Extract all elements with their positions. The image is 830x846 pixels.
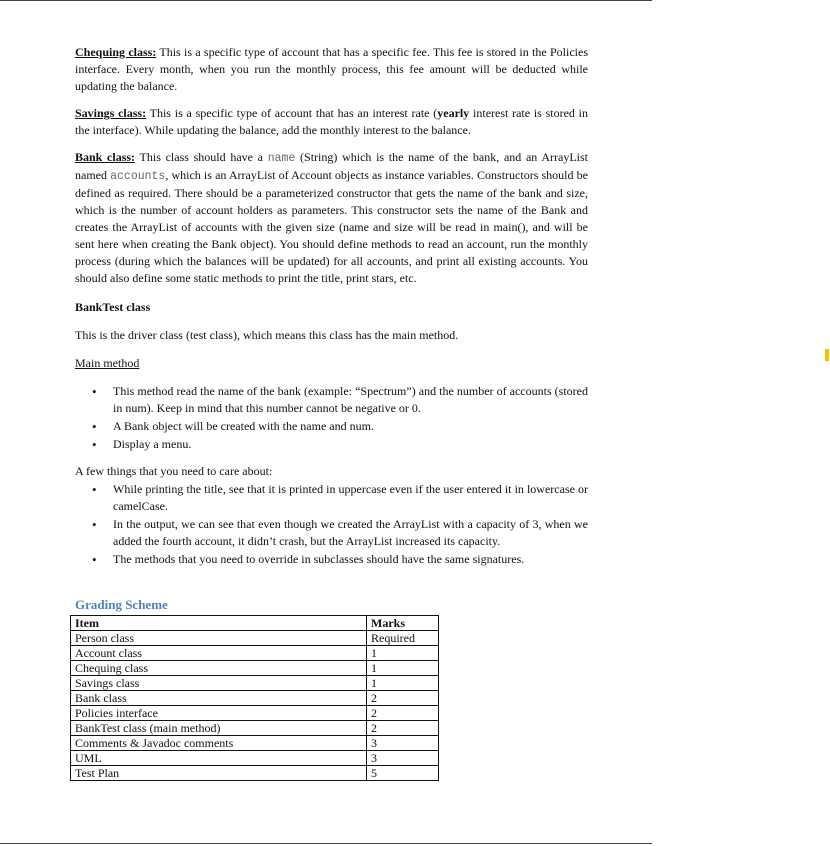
banktest-heading: BankTest class <box>75 300 151 314</box>
row-item: Comments & Javadoc comments <box>71 736 367 751</box>
row-marks: 3 <box>367 736 439 751</box>
row-item: BankTest class (main method) <box>71 721 367 736</box>
list-item: • While printing the title, see that it is printed in uppercase even if the user entered it in lowercase or camelCase. <box>75 481 588 515</box>
row-marks: 2 <box>367 721 439 736</box>
row-item: Person class <box>71 631 367 646</box>
header-item: Item <box>71 616 367 631</box>
bank-heading: Bank class: <box>75 150 136 164</box>
main-method-heading: Main method <box>75 356 140 370</box>
table-row <box>71 646 439 661</box>
row-marks: Required <box>367 631 439 646</box>
table-row <box>71 736 439 751</box>
table-row <box>71 721 439 736</box>
savings-bold: yearly <box>437 106 470 120</box>
bank-text-c: , which is an ArrayList of Account objects as instance variables. Constructors should be defined as required. There should be a parameterized constructor that gets the name of the bank and size, which is the number of account holders as parameters. This constructor sets the name of the Bank and creates the ArrayList of accounts with the given size (name and size will be read in main(), and will be sent here when creating the Bank object). You should define methods to read an account, run the monthly process (during which the balances will be updated) for all accounts, and print all existing accounts. You should also define some static methods to print the title, print stars, etc. <box>75 168 588 285</box>
savings-heading: Savings class: <box>75 106 147 120</box>
document-body <box>75 44 588 569</box>
care-list <box>75 481 588 568</box>
top-rule <box>0 0 652 1</box>
table-row <box>71 766 439 781</box>
row-marks: 3 <box>367 751 439 766</box>
row-item: UML <box>71 751 367 766</box>
row-item: Savings class <box>71 676 367 691</box>
table-header-row <box>71 616 439 631</box>
bank-paragraph <box>75 149 588 287</box>
row-marks: 2 <box>367 691 439 706</box>
chequing-heading: Chequing class: <box>75 45 157 59</box>
bank-code-accounts: accounts <box>110 170 166 183</box>
table-row <box>71 661 439 676</box>
list-item: • In the output, we can see that even though we created the ArrayList with a capacity of 3, when we added the fourth account, it didn’t crash, but the ArrayList increased its capacity. <box>75 516 588 550</box>
row-marks: 2 <box>367 706 439 721</box>
highlight-marker <box>825 349 829 361</box>
grading-title: Grading Scheme <box>75 597 168 612</box>
table-row <box>71 676 439 691</box>
bank-code-name: name <box>267 152 296 165</box>
savings-paragraph <box>75 105 588 139</box>
row-marks: 1 <box>367 661 439 676</box>
row-item: Bank class <box>71 691 367 706</box>
chequing-text: This is a specific type of account that has a specific fee. This fee is stored in the Policies interface. Every month, when you run the monthly process, this fee amount will be deducted while updating the balance. <box>75 45 588 93</box>
header-marks: Marks <box>367 616 439 631</box>
row-marks: 5 <box>367 766 439 781</box>
savings-text-b: interest rate is stored in the interface). While updating the balance, add the monthly interest to the balance. <box>75 106 589 137</box>
table-row <box>71 631 439 646</box>
row-marks: 1 <box>367 646 439 661</box>
care-intro: A few things that you need to care about: <box>75 464 273 478</box>
list-item: • The methods that you need to override in subclasses should have the same signatures. <box>75 551 588 568</box>
chequing-paragraph <box>75 44 588 95</box>
row-item: Account class <box>71 646 367 661</box>
table-row <box>71 691 439 706</box>
bank-text-a: This class should have a <box>135 150 268 164</box>
bank-text-b: (String) which is the name of the bank, and an ArrayList named <box>75 150 588 182</box>
main-method-list <box>75 383 588 453</box>
bottom-rule <box>0 843 652 844</box>
row-item: Chequing class <box>71 661 367 676</box>
list-item: • Display a menu. <box>75 436 588 453</box>
row-item: Policies interface <box>71 706 367 721</box>
list-item: • This method read the name of the bank (example: “Spectrum”) and the number of accounts (stored in num). Keep in mind that this number cannot be negative or 0. <box>75 383 588 417</box>
banktest-text: This is the driver class (test class), which means this class has the main method. <box>75 328 459 342</box>
savings-text-a: This is a specific type of account that has an interest rate ( <box>146 106 438 120</box>
row-item: Test Plan <box>71 766 367 781</box>
table-row <box>71 706 439 721</box>
list-item: • A Bank object will be created with the name and num. <box>75 418 588 435</box>
table-row <box>71 751 439 766</box>
row-marks: 1 <box>367 676 439 691</box>
grading-table <box>70 615 439 781</box>
